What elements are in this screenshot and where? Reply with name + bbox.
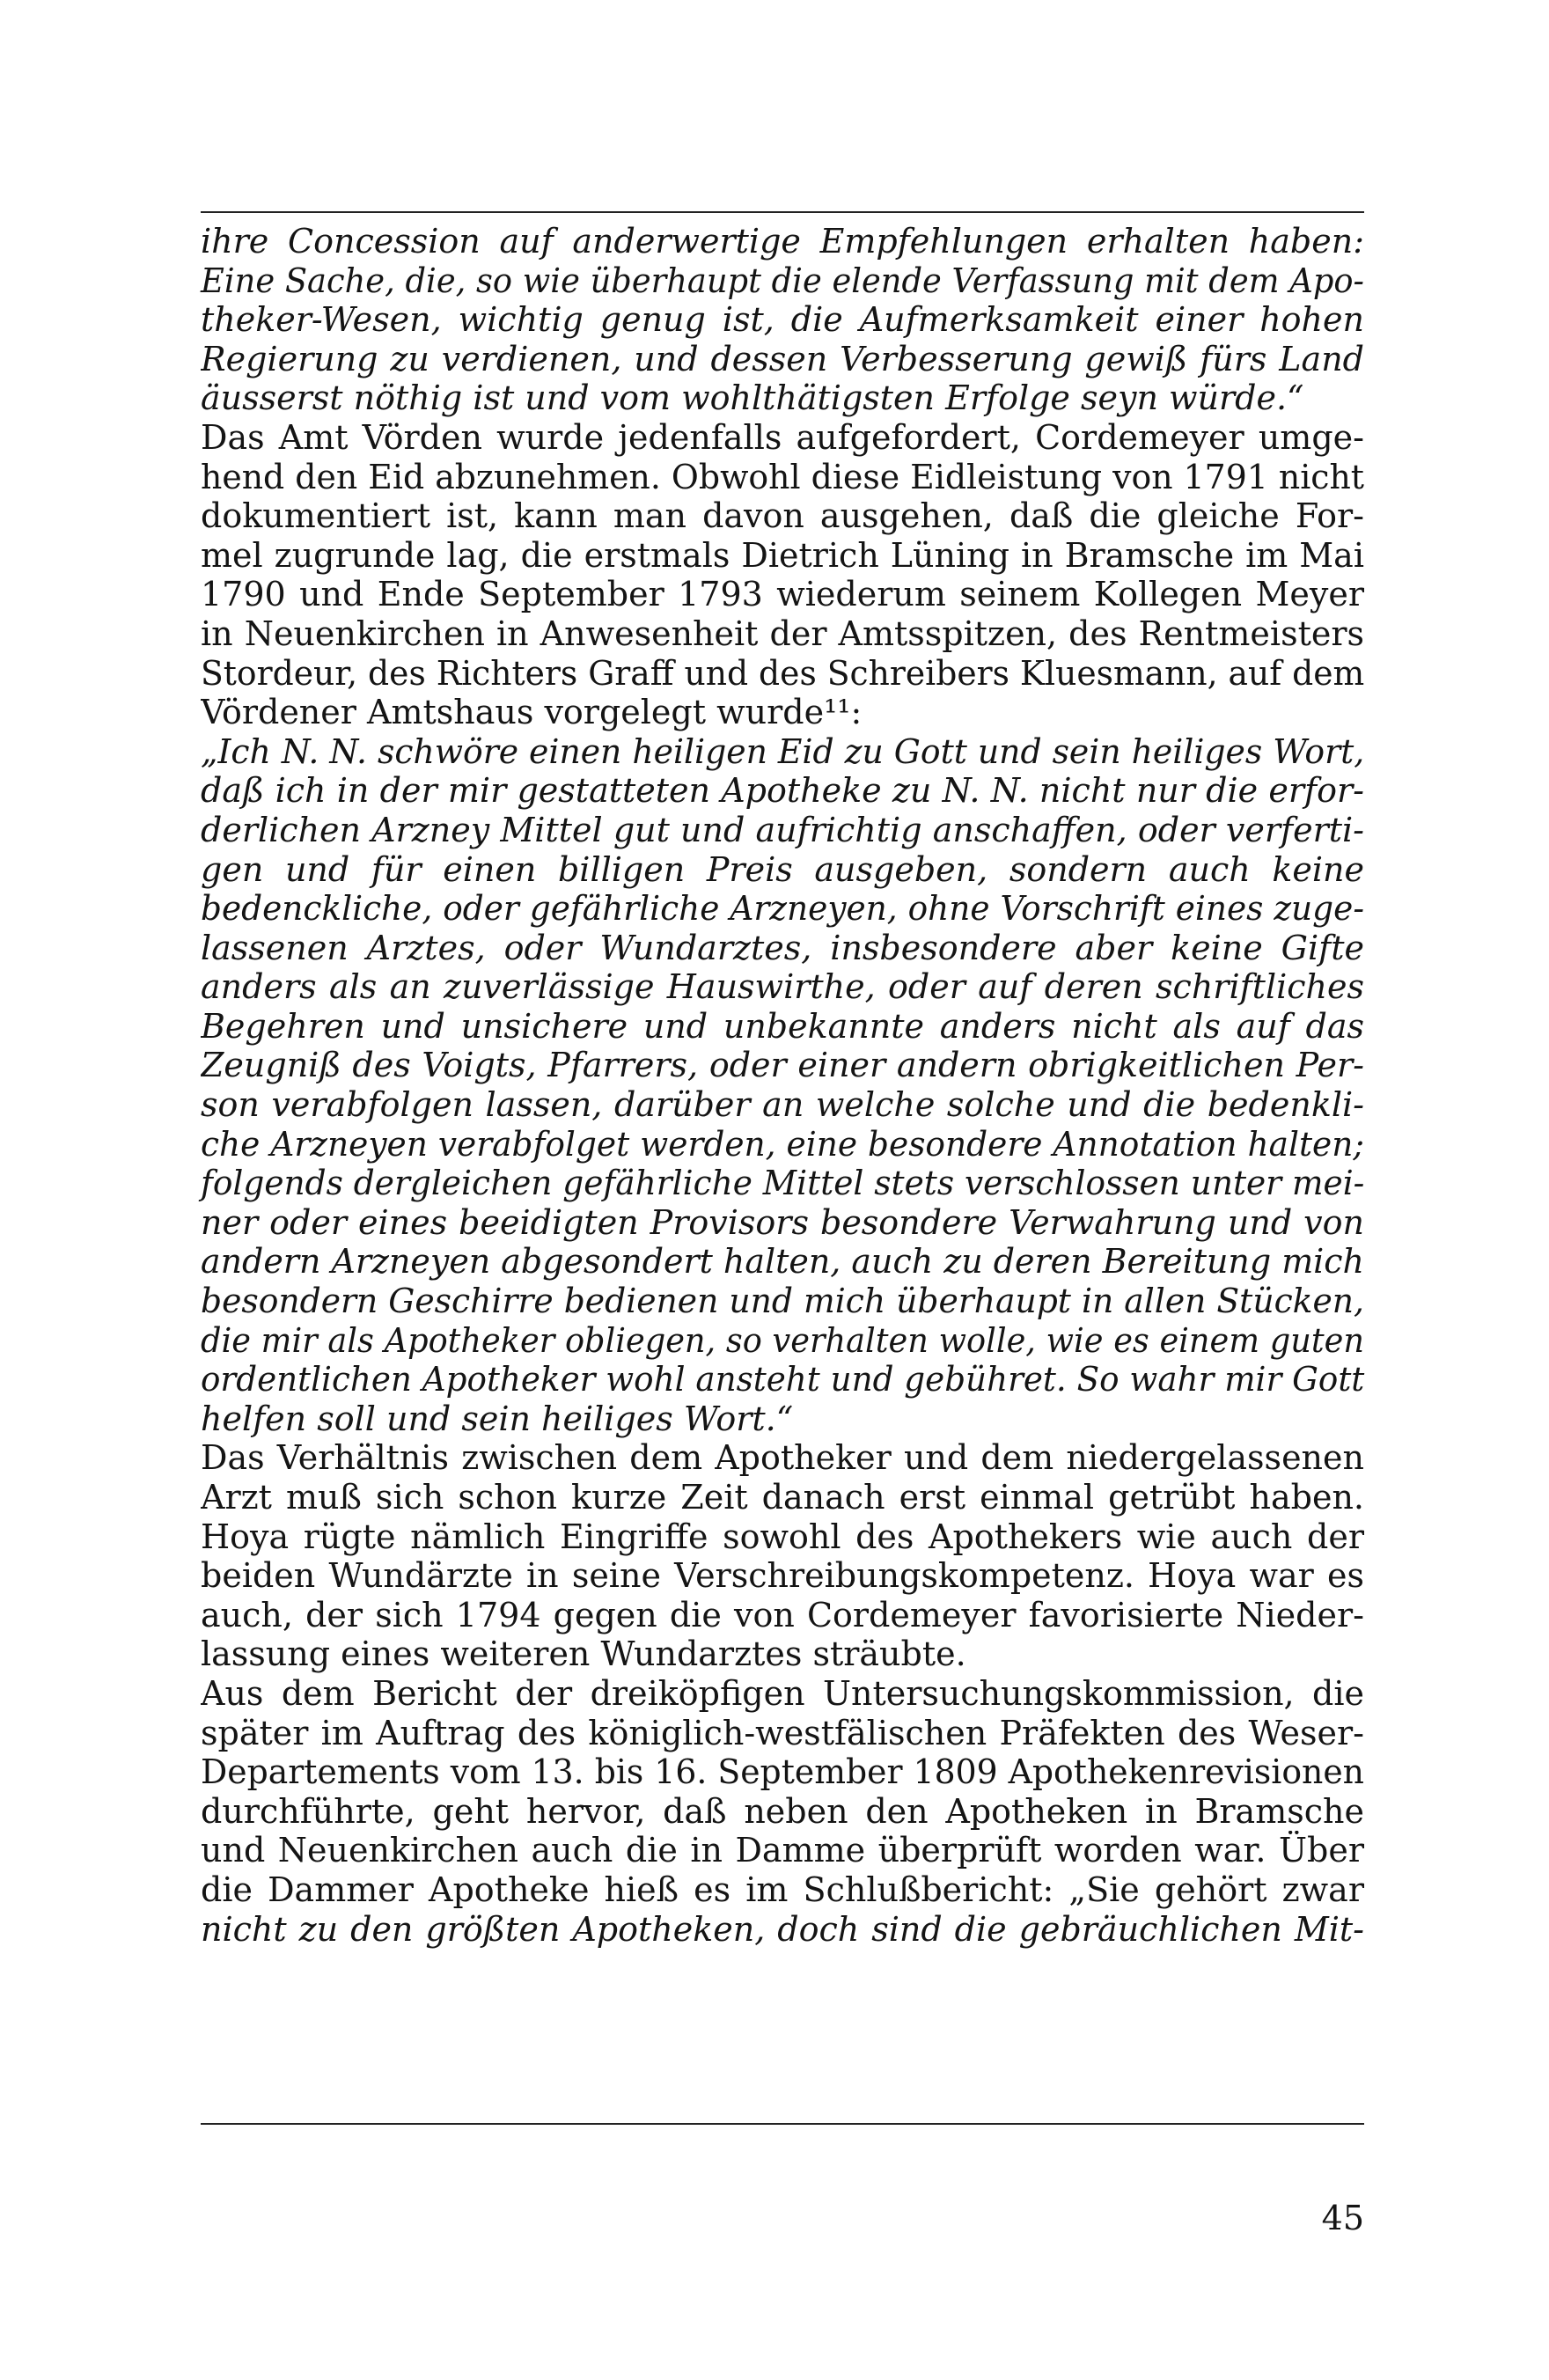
- text-line: daß ich in der mir gestatteten Apotheke zu N. N. nicht nur die erfor-: [201, 771, 1364, 811]
- text-line: Arzt muß sich schon kurze Zeit danach erst einmal getrübt haben.: [201, 1478, 1364, 1517]
- text-line: Eine Sache, die, so wie überhaupt die elende Verfassung mit dem Apo-: [201, 261, 1364, 300]
- text-line: son verabfolgen lassen, darüber an welche solche und die bedenkli-: [201, 1085, 1364, 1125]
- text-line: äusserst nöthig ist und vom wohlthätigsten Erfolge seyn würde.“: [201, 378, 1304, 418]
- text-line: 1790 und Ende September 1793 wiederum seinem Kollegen Meyer: [201, 575, 1364, 614]
- text-line: Hoya rügte nämlich Eingriffe sowohl des Apothekers wie auch der: [201, 1517, 1364, 1556]
- text-line: „Ich N. N. schwöre einen heiligen Eid zu Gott und sein heiliges Wort,: [201, 731, 1365, 771]
- text-line: Stordeur, des Richters Graff und des Schreibers Kluesmann, auf dem: [201, 653, 1365, 693]
- text-line: anders als an zuverlässige Hauswirthe, oder auf deren schriftliches: [201, 967, 1364, 1007]
- bottom-rule: [201, 2123, 1364, 2125]
- text-line: hend den Eid abzunehmen. Obwohl diese Eidleistung von 1791 nicht: [201, 457, 1364, 496]
- text-line: bedenckliche, oder gefährliche Arzneyen, ohne Vorschrift eines zuge-: [201, 889, 1364, 929]
- text-line: andern Arzneyen abgesondert halten, auch zu deren Bereitung mich: [201, 1242, 1364, 1282]
- text-line: Vördener Amtshaus vorgelegt wurde¹¹:: [201, 693, 863, 732]
- text-line: beiden Wundärzte in seine Verschreibungskompetenz. Hoya war es: [201, 1556, 1364, 1596]
- text-line: helfen soll und sein heiliges Wort.“: [201, 1399, 794, 1438]
- text-line: Aus dem Bericht der dreiköpfigen Untersuchungskommission, die: [201, 1673, 1364, 1713]
- text-line: ner oder eines beeidigten Provisors besondere Verwahrung und von: [201, 1202, 1364, 1242]
- text-line: Begehren und unsichere und unbekannte anders nicht als auf das: [201, 1006, 1364, 1046]
- text-line: durchführte, geht hervor, daß neben den Apotheken in Bramsche: [201, 1791, 1364, 1831]
- text-line: Das Verhältnis zwischen dem Apotheker und dem niedergelassenen: [201, 1438, 1364, 1478]
- text-line: die Dammer Apotheke hieß es im Schlußbericht: „Sie gehört zwar: [201, 1869, 1364, 1909]
- page-number: 45: [1321, 2199, 1364, 2237]
- text-line: mel zugrunde lag, die erstmals Dietrich Lüning in Bramsche im Mai: [201, 535, 1364, 575]
- text-line: die mir als Apotheker obliegen, so verhalten wolle, wie es einem guten: [201, 1320, 1364, 1360]
- top-rule: [201, 211, 1364, 213]
- text-line: ordentlichen Apotheker wohl ansteht und gebühret. So wahr mir Gott: [201, 1360, 1365, 1399]
- text-line: besondern Geschirre bedienen und mich überhaupt in allen Stücken,: [201, 1282, 1364, 1321]
- body-text: [201, 222, 1364, 2114]
- text-line: nicht zu den größten Apotheken, doch sind die gebräuchlichen Mit-: [201, 1909, 1364, 1949]
- text-line: und Neuenkirchen auch die in Damme überprüft worden war. Über: [201, 1831, 1364, 1870]
- text-line: Regierung zu verdienen, und dessen Verbesserung gewiß fürs Land: [201, 339, 1364, 378]
- text-line: dokumentiert ist, kann man davon ausgehen, daß die gleiche For-: [201, 496, 1364, 536]
- text-line: später im Auftrag des königlich-westfälischen Präfekten des Weser-: [201, 1713, 1364, 1752]
- text-line: theker-Wesen, wichtig genug ist, die Aufmerksamkeit einer hohen: [201, 300, 1364, 340]
- text-line: lassung eines weiteren Wundarztes sträubte.: [201, 1634, 966, 1674]
- text-line: Zeugniß des Voigts, Pfarrers, oder einer andern obrigkeitlichen Per-: [201, 1046, 1364, 1085]
- text-line: ihre Concession auf anderwertige Empfehlungen erhalten haben:: [201, 222, 1364, 261]
- text-line: Das Amt Vörden wurde jedenfalls aufgefordert, Cordemeyer umge-: [201, 417, 1364, 457]
- text-line: folgends dergleichen gefährliche Mittel stets verschlossen unter mei-: [201, 1164, 1365, 1203]
- text-line: che Arzneyen verabfolget werden, eine besondere Annotation halten;: [201, 1124, 1364, 1164]
- text-line: derlichen Arzney Mittel gut und aufrichtig anschaffen, oder verferti-: [201, 810, 1364, 849]
- text-line: gen und für einen billigen Preis ausgeben, sondern auch keine: [201, 849, 1364, 889]
- text-line: lassenen Arztes, oder Wundarztes, insbesondere aber keine Gifte: [201, 928, 1364, 967]
- text-line: auch, der sich 1794 gegen die von Cordemeyer favorisierte Nieder-: [201, 1595, 1364, 1634]
- text-line: Departements vom 13. bis 16. September 1809 Apothekenrevisionen: [201, 1752, 1364, 1792]
- text-line: in Neuenkirchen in Anwesenheit der Amtsspitzen, des Rentmeisters: [201, 613, 1364, 653]
